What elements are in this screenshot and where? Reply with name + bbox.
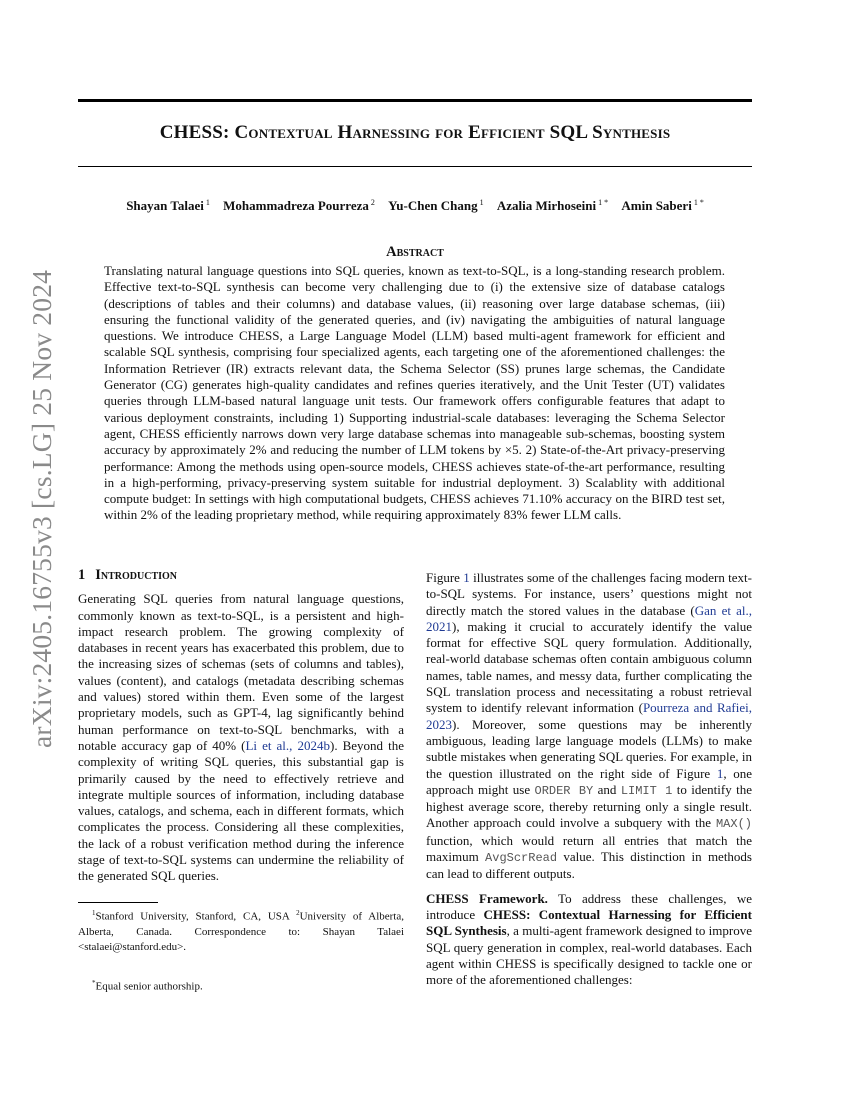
title-top-rule <box>78 99 752 102</box>
text-run: function, which would return all entries that match the maximum <box>426 832 752 865</box>
intro-paragraph-1 <box>78 591 404 884</box>
left-column <box>78 567 404 885</box>
code-keyword: AvgScrRead <box>485 851 558 866</box>
footnote-mark: 1 <box>92 909 96 917</box>
text-run: ), making it crucial to accurately identify the value format for effective SQL query formulation. Additionally, real-world database schemas often contain ambiguous column names, table names, and messy data, further complicating the SQL translation process and necessitating a robust retrieval system to identify relevant information ( <box>426 618 752 716</box>
author <box>621 198 703 213</box>
abstract-heading: Abstract <box>386 244 444 260</box>
author-affiliation-mark: 1 <box>205 198 210 207</box>
abstract-body: Translating natural language questions into SQL queries, known as text-to-SQL, is a long-standing research problem. Effective text-to-SQL synthesis can become very challenging due to (i) the extensive size of database catalogs (descriptions of tables and their columns) and database values, (ii) reasoning over large database schemas, (iii) ensuring the functional validity of the generated queries, and (iv) navigating the ambiguities of natural language questions. We introduce CHESS, a Large Language Model (LLM) based multi-agent framework for efficient and scalable SQL synthesis, comprising four specialized agents, each targeting one of the aforementioned challenges: the Information Retriever (IR) extracts relevant data, the Schema Selector (SS) prunes large schemas, the Candidate Generator (CG) generates high-quality candidates and refines queries iteratively, and the Unit Tester (UT) validates queries through LLM-based natural language unit tests. Our framework offers configurable features that adapt to various deployment constraints, including 1) Supporting industrial-scale databases: leveraging the Schema Selector agent, CHESS efficiently narrows down very large database schemas into manageable sub-schemas, boosting system accuracy by approximately 2% and reducing the number of LLM tokens by ×5. 2) State-of-the-Art privacy-preserving performance: Among the methods using open-source models, CHESS achieves state-of-the-art performance, resulting in a high-performing, privacy-preserving system suitable for industrial deployment. 3) Scalablity with additional compute budget: In settings with high computational budgets, CHESS achieves 71.10% accuracy on the BIRD test set, within 2% of the leading proprietary method, while requiring approximately 83% fewer LLM calls. <box>104 263 725 523</box>
footnote-rule <box>78 902 158 903</box>
author-name: Yu-Chen Chang <box>388 198 478 214</box>
code-keyword: ORDER BY <box>534 783 594 798</box>
equal-authorship-footnote <box>92 976 402 994</box>
text-run: illustrates some of the challenges facing modern text-to-SQL systems. For instance, users’ questions might not directly match the stored values in the database ( <box>426 570 752 618</box>
author-name: Azalia Mirhoseini <box>496 198 597 214</box>
citation-link[interactable]: Gan et al., 2021 <box>426 602 753 634</box>
paper-title: CHESS: Contextual Harnessing for Efficient SQL Synthesis <box>159 122 671 143</box>
author <box>126 198 210 213</box>
arxiv-identifier-text: arXiv:2405.16755v3 [cs.LG] 25 Nov 2024 <box>26 269 57 748</box>
author-list <box>60 198 770 214</box>
code-keyword: MAX() <box>715 817 752 832</box>
author <box>388 198 483 213</box>
text-run: , one approach might use <box>426 765 752 797</box>
section-heading <box>78 567 404 583</box>
text-run: To address these challenges, we introduce <box>426 890 752 922</box>
framework-name: CHESS: Contextual Harnessing for Efficient SQL Synthesis <box>426 906 752 939</box>
intro-paragraph-2 <box>426 570 752 883</box>
footnote-mark: 2 <box>296 909 300 917</box>
text-run: Equal senior authorship. <box>95 980 203 993</box>
right-column <box>426 570 752 988</box>
author-name: Mohammadreza Pourreza <box>223 198 369 214</box>
author <box>223 198 375 213</box>
run-in-heading: CHESS Framework. <box>426 890 548 906</box>
text-run: Figure <box>426 570 464 585</box>
footnote-mark: * <box>92 979 96 987</box>
title-bottom-rule <box>78 166 752 167</box>
text-run: value. This distinction in methods can lead to different outputs. <box>426 849 752 882</box>
author-affiliation-mark: 1 * <box>598 198 609 207</box>
figure-reference-link[interactable]: 1 <box>463 570 470 585</box>
author-name: Shayan Talaei <box>126 198 204 214</box>
author-name: Amin Saberi <box>621 198 692 214</box>
text-run: and <box>593 781 621 797</box>
code-keyword: LIMIT 1 <box>620 783 673 798</box>
text-run: University of Alberta, Alberta, Canada. Correspondence to: Shayan Talaei <stalaei@stanford.edu>. <box>78 910 404 953</box>
author-affiliation-mark: 1 * <box>693 198 704 207</box>
arxiv-identifier <box>22 269 57 748</box>
figure-reference-link[interactable]: 1 <box>716 765 724 781</box>
chess-framework-paragraph <box>426 891 752 989</box>
section-title: Introduction <box>95 567 178 583</box>
author-affiliation-mark: 2 <box>370 198 375 207</box>
citation-link[interactable]: Pourreza and Rafiei, 2023 <box>426 700 752 732</box>
text-run: Stanford University, Stanford, CA, USA <box>95 910 297 923</box>
text-run: to identify the highest average score, thereby returning only a single result. Another approach could involve a subquery with the <box>426 781 753 831</box>
affiliation-footnote <box>78 906 404 955</box>
text-run: ). Beyond the complexity of writing SQL queries, this substantial gap is primarily caused by the need to effectively retrieve and integrate multiple sources of information, including database values, catalogs, and schema, each in different formats, which complicates the process. Considering all these complexities, the lack of a robust verification method during the inference stage of text-to-SQL systems can undermine the reliability of the generated SQL queries. <box>78 737 404 884</box>
text-run: , a multi-agent framework designed to improve SQL query generation in complex, real-world databases. Each agent within CHESS is specifically designed to tackle one or more of the aforementioned challenges: <box>426 923 752 988</box>
author-affiliation-mark: 1 <box>479 198 484 207</box>
citation-link[interactable]: Li et al., 2024b <box>245 737 330 753</box>
section-number: 1 <box>78 567 86 583</box>
text-run: Generating SQL queries from natural language questions, commonly known as text-to-SQL, is a persistent and high-impact research problem. The growing complexity of databases in recent years has exacerbated this problem, due to the increasing sizes of schemas (sets of columns and tables), values (content), and catalogs (metadata describing schemas and values) stored within them. Even some of the largest proprietary models, such as GPT-4, lag significantly behind human performance on text-to-SQL benchmarks, with a notable accuracy gap of 40% ( <box>78 591 404 753</box>
author <box>497 198 608 213</box>
text-run: ). Moreover, some questions may be inherently ambiguous, leading large language models (LLMs) to make subtle mistakes when generating SQL queries. For example, in the question illustrated on the right side of Figure <box>426 716 752 781</box>
